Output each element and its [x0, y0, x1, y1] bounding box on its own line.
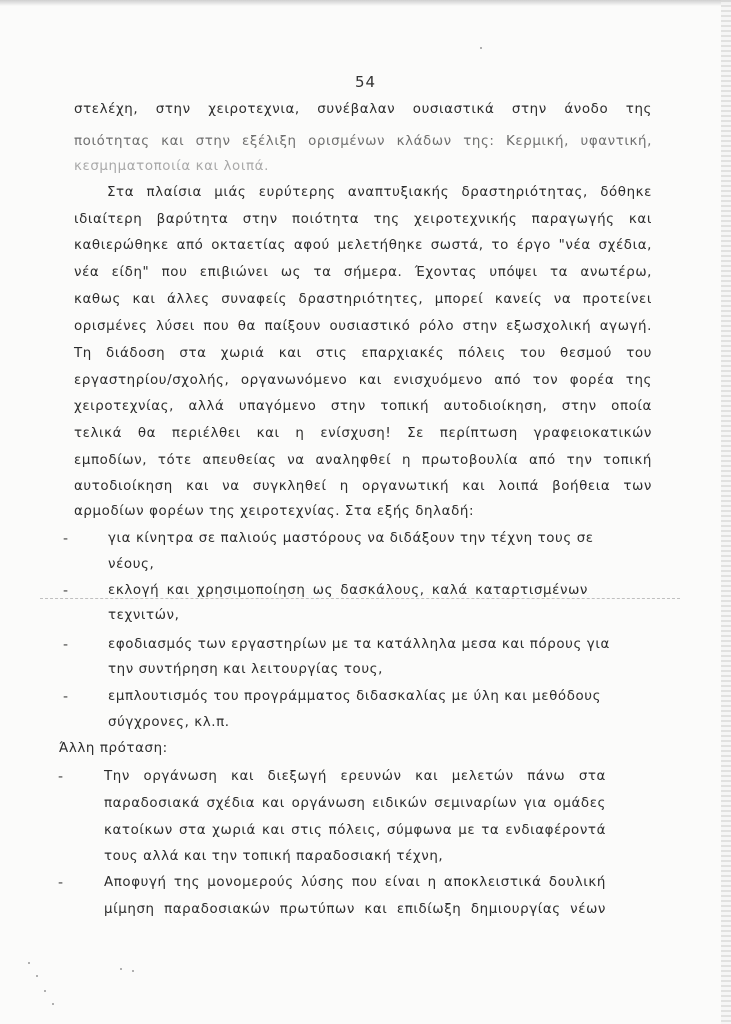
para2-line: εργαστηρίου/σχολής, οργανωνόμενο και ενισχυόμενο από τον φορέα της	[74, 373, 652, 388]
para1-line: ποιότητας και στην εξέλιξη ορισμένων κλάδων της: Κερμική, υφαντική,	[74, 134, 652, 149]
bullet-line: κατοίκων στα χωριά και στις πόλεις, σύμφωνα με τα ενδιαφέροντά	[104, 823, 606, 838]
bullet-line: τεχνιτών,	[108, 608, 180, 623]
bullet-line: μίμηση παραδοσιακών πρωτύπων και επιδίωξη δημιουργίας νέων	[104, 902, 606, 917]
scan-edge-right	[721, 0, 731, 1024]
para2-line: χειροτεχνίας, αλλά υπαγόμενο στην τοπική αυτοδιοίκηση, στην οποία	[74, 399, 652, 414]
para1-line: κεσμηματοποιία και λοιπά.	[74, 159, 269, 174]
section-heading: Άλλη πρόταση:	[59, 741, 168, 756]
scan-speck	[132, 970, 134, 972]
para2-line: αυτοδιοίκηση και να συγκληθεί η οργανωτική και λοιπά βοήθεια των	[74, 479, 652, 494]
bullet-dash: -	[58, 769, 64, 785]
bullet-line: την συντήρηση και λειτουργίας τους,	[108, 662, 383, 677]
bullet-line: σύγχρονες, κλ.π.	[108, 715, 230, 730]
scan-speck	[52, 1003, 54, 1005]
bullet-dash: -	[58, 875, 64, 891]
bullet-line: τους αλλά και την τοπική παραδοσιακή τέχνη,	[104, 849, 444, 864]
scan-speck	[480, 47, 482, 49]
scan-edge-top	[0, 0, 731, 6]
scan-speck	[120, 968, 122, 970]
bullet-dash: -	[63, 637, 69, 653]
para2-line: Τη διάδοση στα χωριά και στις επαρχιακές πόλεις του θεσμού του	[74, 346, 652, 361]
bullet-line: εφοδιασμός των εργαστηρίων με τα κατάλληλα μεσα και πόρους για	[108, 637, 610, 652]
scan-speck	[36, 975, 38, 977]
para2-line: καθως και άλλες συναφείς δραστηριότητες, μπορεί κανείς να προτείνει	[74, 292, 652, 307]
para2-line: Στα πλαίσια μιάς ευρύτερης αναπτυξιακής δραστηριότητας, δόθηκε	[107, 185, 652, 200]
scan-speck	[28, 962, 30, 964]
para2-line: νέα είδη" που επιβιώνει ως τα σήμερα. Έχοντας υπόψει τα ανωτέρω,	[74, 265, 652, 280]
bullet-line: Αποφυγή της μονομερούς λύσης που είναι η αποκλειστικά δουλική	[104, 875, 606, 890]
scan-speck	[44, 990, 46, 992]
bullet-line: για κίνητρα σε παλιούς μαστόρους να διδάξουν την τέχνη τους σε	[108, 531, 594, 546]
bullet-line: νέους,	[108, 557, 155, 572]
para2-line: ιδιαίτερη βαρύτητα στην ποιότητα της χειροτεχνικής παραγωγής και	[74, 212, 652, 227]
para2-line: καθιερώθηκε από οκταετίας αφού μελετήθηκε σωστά, το έργο "νέα σχέδια,	[74, 238, 652, 253]
page-number: 54	[354, 73, 377, 91]
bullet-line: Την οργάνωση και διεξωγή ερευνών και μελετών πάνω στα	[104, 769, 606, 784]
bullet-dash: -	[63, 689, 69, 705]
para2-line: αρμοδίων φορέων της χειροτεχνίας. Στα εξής δηλαδή:	[74, 504, 475, 519]
bullet-line: εκλογή και χρησιμοποίηση ως δασκάλους, καλά καταρτισμένων	[108, 583, 588, 598]
bullet-dash: -	[63, 531, 69, 547]
para1-line: στελέχη, στην χειροτεχνια, συνέβαλαν ουσιαστικά στην άνοδο της	[74, 102, 652, 117]
bullet-line: παραδοσιακά σχέδια και οργάνωση ειδικών σεμιναρίων για ομάδες	[104, 796, 606, 811]
bullet-dash: -	[63, 583, 69, 599]
bullet-line: εμπλουτισμός του προγράμματος διδασκαλίας με ύλη και μεθόδους	[108, 689, 602, 704]
para2-line: εμποδίων, τότε απευθείας να αναληφθεί η πρωτοβουλία από την τοπική	[74, 453, 652, 468]
para2-line: ορισμένες λύσει που θα παίξουν ουσιαστικό ρόλο στην εξωσχολική αγωγή.	[74, 319, 652, 334]
para2-line: τελικά θα περιέλθει και η ενίσχυση! Σε περίπτωση γραφειοκατικών	[74, 426, 652, 441]
